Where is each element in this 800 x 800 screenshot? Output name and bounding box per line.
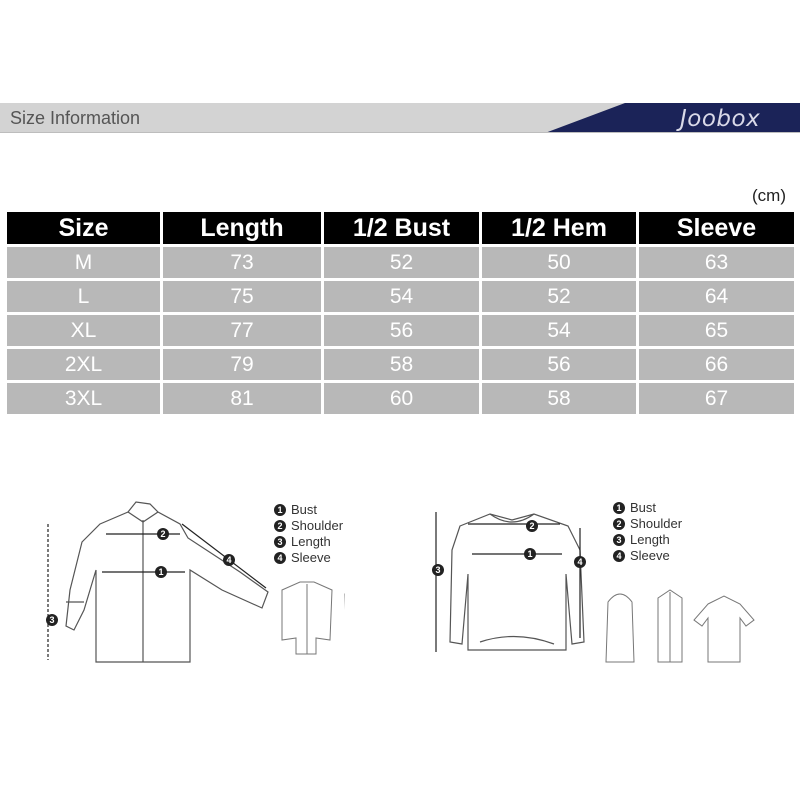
number-badge: 1 — [274, 504, 286, 516]
table-cell: 52 — [324, 247, 479, 278]
sweater-legend — [613, 500, 682, 564]
legend-label: Length — [291, 534, 331, 549]
column-header: 1/2 Hem — [482, 212, 636, 244]
legend-item — [274, 518, 343, 534]
number-badge: 3 — [274, 536, 286, 548]
table-cell: 65 — [639, 315, 794, 346]
legend-label: Shoulder — [630, 516, 683, 531]
legend-label: Sleeve — [630, 548, 670, 563]
legend-label: Length — [630, 532, 670, 547]
table-cell: 60 — [324, 383, 479, 414]
column-header: 1/2 Bust — [324, 212, 479, 244]
table-cell: 56 — [482, 349, 636, 380]
size-table — [4, 209, 797, 417]
legend-item — [274, 534, 343, 550]
table-header-row — [7, 212, 794, 244]
table-cell: 73 — [163, 247, 321, 278]
brand-logo: Joobox — [680, 106, 761, 132]
table-cell: L — [7, 281, 160, 312]
table-cell: 54 — [482, 315, 636, 346]
number-badge: 1 — [613, 502, 625, 514]
table-cell: 3XL — [7, 383, 160, 414]
table-cell: 79 — [163, 349, 321, 380]
legend-item — [274, 502, 343, 518]
legend-item — [613, 500, 682, 516]
legend-item — [613, 548, 682, 564]
page-title: Size Information — [10, 108, 141, 128]
table-cell: 2XL — [7, 349, 160, 380]
svg-text:2: 2 — [529, 521, 535, 531]
column-header: Sleeve — [639, 212, 794, 244]
legend-label: Bust — [291, 502, 318, 517]
table-cell: 81 — [163, 383, 321, 414]
table-row — [7, 383, 794, 414]
number-badge: 3 — [613, 534, 625, 546]
svg-text:2: 2 — [160, 529, 166, 539]
sweater-measurement-diagram — [420, 490, 790, 670]
svg-text:4: 4 — [577, 557, 583, 567]
svg-text:1: 1 — [527, 549, 533, 559]
table-cell: M — [7, 247, 160, 278]
number-badge: 4 — [613, 550, 625, 562]
unit-label: (cm) — [752, 186, 786, 205]
legend-label: Sleeve — [291, 550, 331, 565]
legend-item — [613, 532, 682, 548]
table-cell: 58 — [482, 383, 636, 414]
legend-item — [613, 516, 682, 532]
table-cell: 52 — [482, 281, 636, 312]
legend-label: Shoulder — [291, 518, 344, 533]
column-header: Length — [163, 212, 321, 244]
table-row — [7, 247, 794, 278]
table-cell: 67 — [639, 383, 794, 414]
table-cell: 58 — [324, 349, 479, 380]
legend-item — [274, 550, 343, 566]
number-badge: 2 — [613, 518, 625, 530]
svg-text:3: 3 — [49, 615, 55, 625]
size-info-banner — [0, 103, 800, 133]
table-row — [7, 281, 794, 312]
table-cell: 50 — [482, 247, 636, 278]
column-header: Size — [7, 212, 160, 244]
svg-text:4: 4 — [226, 555, 232, 565]
table-cell: 54 — [324, 281, 479, 312]
legend-label: Bust — [630, 500, 657, 515]
table-row — [7, 349, 794, 380]
table-cell: 77 — [163, 315, 321, 346]
svg-text:1: 1 — [158, 567, 164, 577]
table-cell: 66 — [639, 349, 794, 380]
shirt-legend — [274, 502, 343, 566]
table-cell: 63 — [639, 247, 794, 278]
table-cell: 56 — [324, 315, 479, 346]
table-cell: 64 — [639, 281, 794, 312]
number-badge: 4 — [274, 552, 286, 564]
number-badge: 2 — [274, 520, 286, 532]
table-cell: XL — [7, 315, 160, 346]
svg-text:3: 3 — [435, 565, 441, 575]
table-row — [7, 315, 794, 346]
table-cell: 75 — [163, 281, 321, 312]
